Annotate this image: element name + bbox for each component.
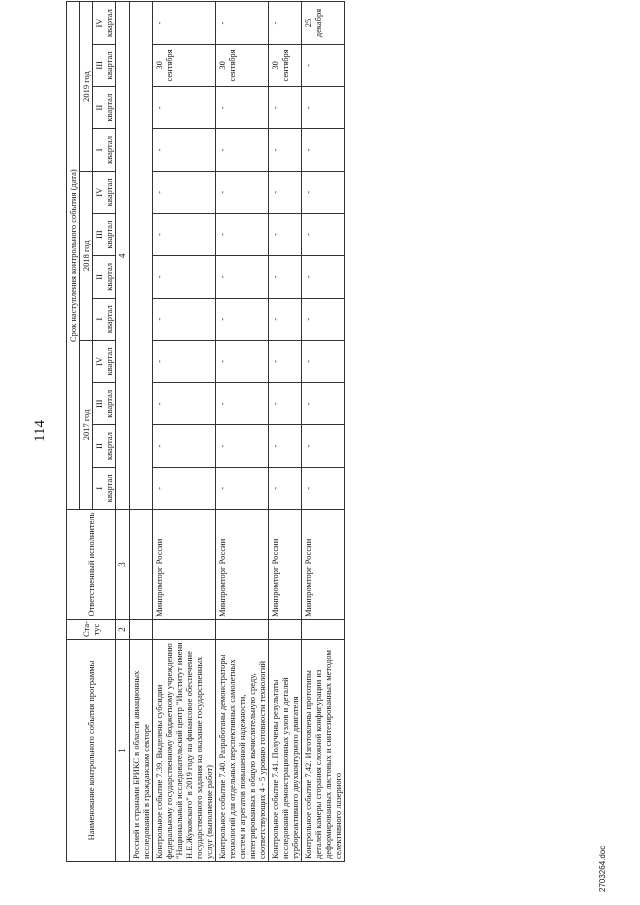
table-body	[129, 2, 344, 862]
header-deadline: Срок наступления контрольного события (дата)	[67, 2, 80, 510]
quarter-cell: 30 сентября	[152, 44, 215, 86]
event-status	[152, 620, 215, 640]
header-year-2018: 2018 год	[80, 171, 93, 340]
header-quarter	[93, 87, 116, 129]
quarter-roman: III	[94, 61, 105, 70]
quarter-word: квартал	[104, 262, 115, 291]
quarter-cell: -	[152, 298, 215, 340]
quarter-word: квартал	[104, 51, 115, 80]
quarter-cell: -	[215, 298, 268, 340]
header-quarter	[93, 256, 116, 298]
header-event-name: Наименование контрольного события программы	[67, 640, 116, 862]
event-status	[301, 620, 344, 640]
event-responsible: Минпромторг России	[215, 510, 268, 620]
header-quarter	[93, 298, 116, 340]
header-quarter	[93, 171, 116, 213]
quarter-cell: -	[215, 2, 268, 44]
col-number: 4	[116, 2, 130, 510]
table-row	[301, 2, 344, 862]
quarter-roman: II	[94, 274, 105, 280]
quarter-cell: -	[152, 87, 215, 129]
quarter-word: квартал	[104, 93, 115, 122]
quarter-cell: -	[215, 171, 268, 213]
quarter-cell: -	[152, 467, 215, 509]
quarter-word: квартал	[104, 9, 115, 37]
quarter-word: квартал	[104, 178, 115, 207]
quarter-cell: -	[268, 2, 301, 44]
quarter-cell: -	[268, 213, 301, 255]
event-name: Контрольное событие 7.42. Изготовлены прототипы деталей камеры сгорания сложной конфигурации из деформированных листовых и синтезированных методом селективного лазерного	[301, 640, 344, 862]
quarter-cell: -	[268, 298, 301, 340]
quarter-cell: -	[301, 425, 344, 467]
table-row	[152, 2, 215, 862]
quarter-cell: -	[268, 383, 301, 425]
event-name: Контрольное событие 7.41. Получены результаты исследований демонстрационных узлов и деталей турбореактивного двухконтурного двигателя	[268, 640, 301, 862]
event-status	[268, 620, 301, 640]
header-year-2017: 2017 год	[80, 340, 93, 509]
quarter-word: квартал	[104, 136, 115, 164]
quarter-cell: -	[215, 256, 268, 298]
quarter-word: квартал	[104, 389, 115, 418]
quarter-cell: -	[301, 171, 344, 213]
quarter-cell: -	[268, 129, 301, 171]
quarter-cell: -	[152, 383, 215, 425]
quarter-cell: -	[268, 340, 301, 382]
table-row	[268, 2, 301, 862]
quarter-cell: -	[215, 425, 268, 467]
quarter-cell: -	[215, 340, 268, 382]
event-name: Контрольное событие 7.39. Выделены субсидии федеральному государственному бюджетному учреждению "Национальный исследовательский центр "Институт имени Н.Е.Жуковского" в 2019 году на финансовое обеспечение государственного задания на оказание государственных услуг (выполнение работ)	[152, 640, 215, 862]
quarter-cell: -	[268, 467, 301, 509]
quarter-cell: -	[215, 87, 268, 129]
col-number: 3	[116, 510, 130, 620]
quarter-word: квартал	[104, 220, 115, 249]
quarter-cell: -	[268, 87, 301, 129]
quarter-cell: 30 сентября	[268, 44, 301, 86]
footer-doc-name: 2703264.doc	[598, 845, 607, 892]
quarter-cell: -	[152, 2, 215, 44]
quarter-cell: -	[301, 340, 344, 382]
table-header	[67, 2, 130, 862]
quarter-roman: I	[94, 486, 105, 490]
quarter-cell: -	[215, 213, 268, 255]
header-quarter	[93, 467, 116, 509]
quarter-cell: -	[152, 256, 215, 298]
quarter-cell: 25 декабря	[301, 2, 344, 44]
quarter-cell: -	[301, 129, 344, 171]
quarter-cell: -	[301, 256, 344, 298]
quarter-word: квартал	[104, 305, 115, 334]
quarter-cell: -	[301, 298, 344, 340]
quarter-cell: -	[215, 129, 268, 171]
header-quarter	[93, 2, 116, 44]
event-responsible: Минпромторг России	[301, 510, 344, 620]
header-quarter	[93, 213, 116, 255]
quarter-cell: -	[215, 467, 268, 509]
event-responsible: Минпромторг России	[152, 510, 215, 620]
control-events-table	[66, 1, 345, 862]
quarter-word: квартал	[104, 474, 115, 503]
quarter-cell: -	[301, 44, 344, 86]
quarter-cell: -	[152, 213, 215, 255]
quarter-cell: -	[301, 467, 344, 509]
quarter-roman: IV	[94, 18, 105, 28]
quarter-cell: -	[301, 87, 344, 129]
quarter-cell: -	[301, 213, 344, 255]
quarter-roman: II	[94, 443, 105, 449]
header-quarter	[93, 129, 116, 171]
quarter-roman: III	[94, 230, 105, 239]
quarter-cell: 30 сентября	[215, 44, 268, 86]
quarter-cell: -	[268, 256, 301, 298]
table-row	[215, 2, 268, 862]
quarter-word: квартал	[104, 347, 115, 376]
event-name: Контрольное событие 7.40. Разработаны демонстраторы технологий для отдельных перспективных самолетных систем и агрегатов повышенной надежности, интегрированных в общую вычислительную среду, соответствующих 4 - 5 уровню готовности технологий	[215, 640, 268, 862]
quarter-roman: IV	[94, 187, 105, 197]
quarter-roman: I	[94, 317, 105, 321]
header-quarter	[93, 340, 116, 382]
header-quarter	[93, 425, 116, 467]
header-number-row	[116, 2, 130, 862]
quarter-cell: -	[268, 171, 301, 213]
header-quarter	[93, 44, 116, 86]
col-number: 2	[116, 620, 130, 640]
event-status	[215, 620, 268, 640]
quarter-roman: III	[94, 399, 105, 409]
quarter-cell: -	[215, 383, 268, 425]
event-responsible: Минпромторг России	[268, 510, 301, 620]
page-number: 114	[32, 420, 48, 442]
rotated-page-content	[66, 2, 631, 862]
quarter-word: квартал	[104, 432, 115, 460]
header-quarter	[93, 383, 116, 425]
quarter-cell: -	[268, 425, 301, 467]
header-year-2019: 2019 год	[80, 2, 93, 171]
col-number: 1	[116, 640, 130, 862]
quarter-cell: -	[152, 425, 215, 467]
quarter-roman: II	[94, 104, 105, 111]
quarter-roman: IV	[94, 356, 105, 366]
intro-text: Россией и странами БРИКС в области авиационных исследований в гражданском секторе	[129, 640, 152, 862]
quarter-cell: -	[152, 171, 215, 213]
header-responsible: Ответственный исполнитель	[67, 510, 116, 620]
quarter-cell: -	[152, 129, 215, 171]
intro-row	[129, 2, 152, 862]
quarter-cell: -	[301, 383, 344, 425]
quarter-cell: -	[152, 340, 215, 382]
quarter-roman: I	[94, 148, 105, 152]
header-status: Ста-тус	[67, 620, 116, 640]
